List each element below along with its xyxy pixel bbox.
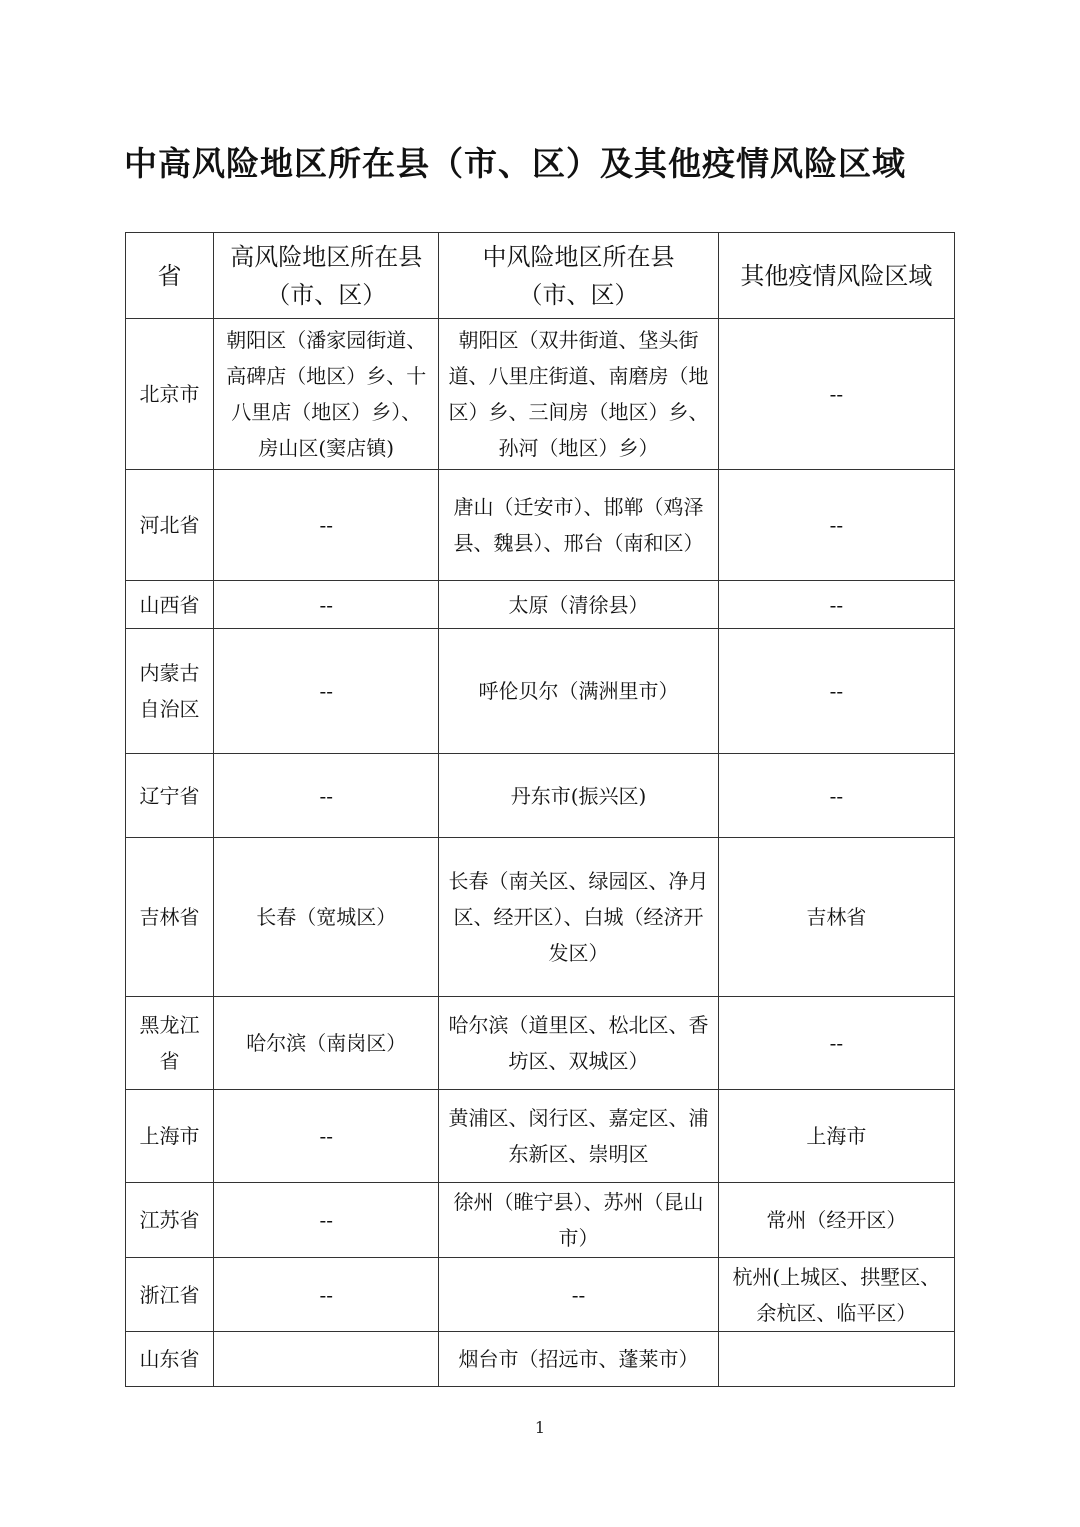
cell-high-risk: --	[214, 1258, 439, 1332]
cell-province: 浙江省	[126, 1258, 214, 1332]
cell-other-risk: --	[718, 754, 954, 838]
header-medium-risk: 中风险地区所在县（市、区）	[439, 233, 718, 319]
cell-medium-risk: 徐州（睢宁县）、苏州（昆山市）	[439, 1183, 718, 1258]
cell-medium-risk: 黄浦区、闵行区、嘉定区、浦东新区、崇明区	[439, 1090, 718, 1183]
cell-medium-risk: --	[439, 1258, 718, 1332]
cell-medium-risk: 烟台市（招远市、蓬莱市）	[439, 1332, 718, 1387]
cell-high-risk: 哈尔滨（南岗区）	[214, 997, 439, 1090]
cell-medium-risk: 呼伦贝尔（满洲里市）	[439, 629, 718, 754]
cell-high-risk: 长春（宽城区）	[214, 838, 439, 997]
cell-other-risk: --	[718, 319, 954, 470]
table-row	[126, 1090, 955, 1183]
table-row	[126, 1258, 955, 1332]
cell-high-risk: --	[214, 754, 439, 838]
cell-province: 黑龙江省	[126, 997, 214, 1090]
cell-province: 江苏省	[126, 1183, 214, 1258]
cell-medium-risk: 长春（南关区、绿园区、净月区、经开区）、白城（经济开发区）	[439, 838, 718, 997]
cell-province: 吉林省	[126, 838, 214, 997]
cell-high-risk: --	[214, 1183, 439, 1258]
table-row	[126, 1332, 955, 1387]
table-row	[126, 838, 955, 997]
cell-province: 北京市	[126, 319, 214, 470]
table-row	[126, 754, 955, 838]
cell-other-risk: --	[718, 581, 954, 629]
cell-other-risk	[718, 1332, 954, 1387]
cell-high-risk	[214, 1332, 439, 1387]
cell-province: 内蒙古自治区	[126, 629, 214, 754]
table-row	[126, 470, 955, 581]
cell-other-risk: 杭州(上城区、拱墅区、余杭区、临平区）	[718, 1258, 954, 1332]
cell-province: 上海市	[126, 1090, 214, 1183]
cell-other-risk: 常州（经开区）	[718, 1183, 954, 1258]
cell-medium-risk: 朝阳区（双井街道、垡头街道、八里庄街道、南磨房（地区）乡、三间房（地区）乡、孙河（地区）乡）	[439, 319, 718, 470]
table-header-row	[126, 233, 955, 319]
table-row	[126, 1183, 955, 1258]
table-row	[126, 997, 955, 1090]
cell-high-risk: 朝阳区（潘家园街道、高碑店（地区）乡、十八里店（地区）乡）、房山区(窦店镇)	[214, 319, 439, 470]
risk-area-table	[125, 232, 955, 1387]
cell-province: 辽宁省	[126, 754, 214, 838]
cell-other-risk: --	[718, 470, 954, 581]
cell-medium-risk: 唐山（迁安市）、邯郸（鸡泽县、魏县）、邢台（南和区）	[439, 470, 718, 581]
header-other-risk: 其他疫情风险区域	[718, 233, 954, 319]
header-province: 省	[126, 233, 214, 319]
cell-high-risk: --	[214, 581, 439, 629]
cell-other-risk: 上海市	[718, 1090, 954, 1183]
cell-other-risk: 吉林省	[718, 838, 954, 997]
page-number: 1	[534, 1418, 546, 1437]
cell-high-risk: --	[214, 470, 439, 581]
cell-province: 山东省	[126, 1332, 214, 1387]
cell-medium-risk: 哈尔滨（道里区、松北区、香坊区、双城区）	[439, 997, 718, 1090]
cell-other-risk: --	[718, 629, 954, 754]
cell-province: 山西省	[126, 581, 214, 629]
cell-medium-risk: 太原（清徐县）	[439, 581, 718, 629]
page-title: 中高风险地区所在县（市、区）及其他疫情风险区域	[124, 144, 906, 183]
cell-high-risk: --	[214, 1090, 439, 1183]
header-high-risk: 高风险地区所在县（市、区）	[214, 233, 439, 319]
cell-medium-risk: 丹东市(振兴区)	[439, 754, 718, 838]
cell-other-risk: --	[718, 997, 954, 1090]
cell-high-risk: --	[214, 629, 439, 754]
table-row	[126, 581, 955, 629]
table-row	[126, 319, 955, 470]
cell-province: 河北省	[126, 470, 214, 581]
table-row	[126, 629, 955, 754]
